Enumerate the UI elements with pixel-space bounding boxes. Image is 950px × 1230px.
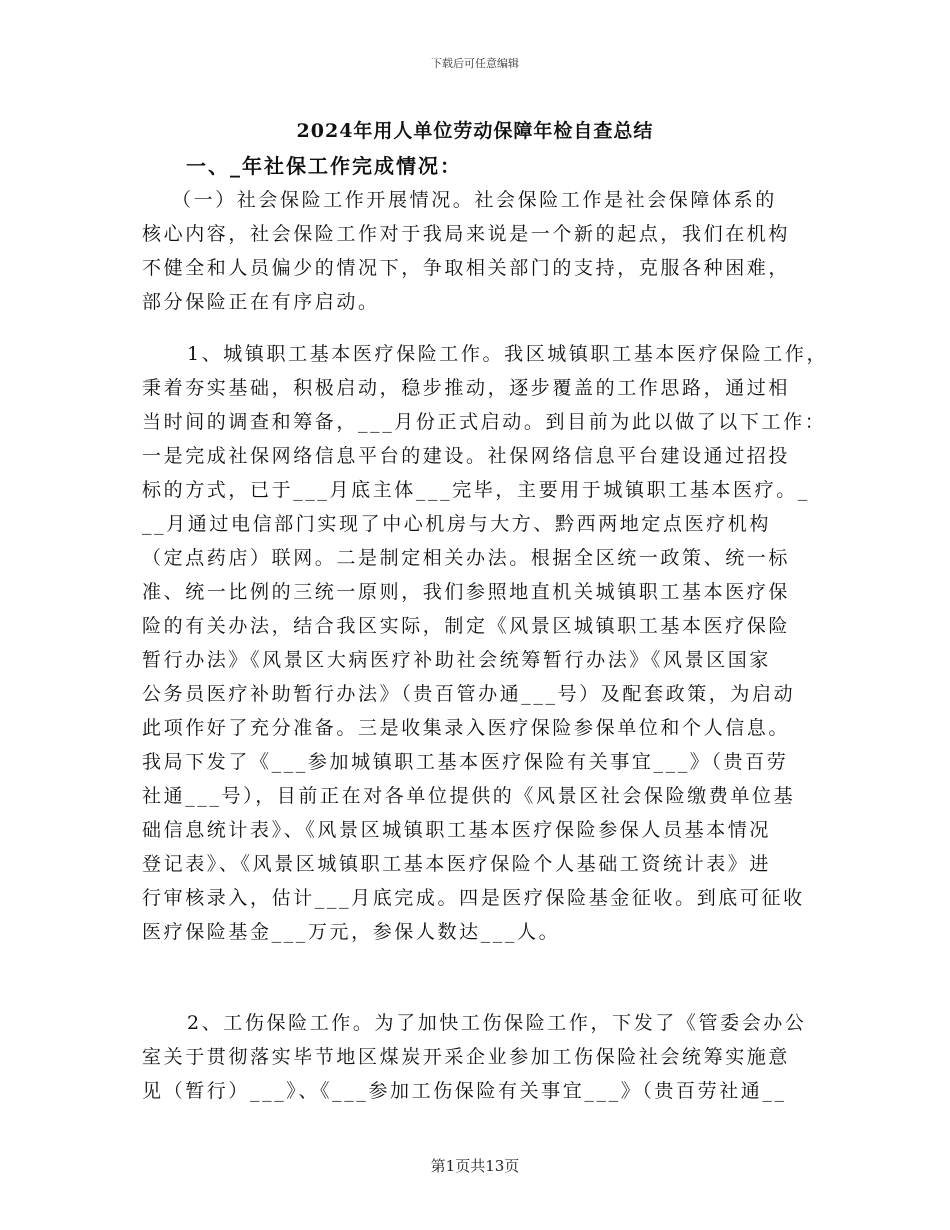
section-heading: 一、_年社保工作完成情况： <box>186 154 462 178</box>
document-title: 2024年用人单位劳动保障年检自查总结 <box>296 120 654 142</box>
text-line: __月通过电信部门实现了中心机房与大方、黔西两地定点医疗机构 <box>142 513 772 535</box>
text-line: 础信息统计表》、《风景区城镇职工基本医疗保险参保人员基本情况 <box>142 819 772 841</box>
text-line: 我局下发了《___参加城镇职工基本医疗保险有关事宜___》（贵百劳 <box>142 751 789 773</box>
text-line: 见（暂行）___》、《___参加工伤保险有关事宜___》（贵百劳社通__ <box>142 1080 787 1102</box>
text-line: 医疗保险基金___万元，参保人数达___人。 <box>142 921 561 943</box>
text-line: （一）社会保险工作开展情况。社会保险工作是社会保障体系的 <box>172 189 777 211</box>
header-note: 下载后可任意编辑 <box>431 57 519 70</box>
text-line: 2、工伤保险工作。为了加快工伤保险工作，下发了《管委会办公 <box>187 1012 807 1034</box>
text-line: 一是完成社保网络信息平台的建设。社保网络信息平台建设通过招投 <box>142 445 791 467</box>
text-line: 社通___号），目前正在对各单位提供的《风景区社会保险缴费单位基 <box>142 785 796 807</box>
paragraph-2 <box>142 337 829 949</box>
text-line: 公务员医疗补助暂行办法》（贵百管办通___号）及配套政策，为启动 <box>142 683 796 705</box>
text-line: 部分保险正在有序启动。 <box>142 291 380 313</box>
text-line: 暂行办法》《风景区大病医疗补助社会统筹暂行办法》《风景区国家 <box>142 649 772 671</box>
paragraph-3 <box>142 1006 822 1108</box>
text-line: 登记表》、《风景区城镇职工基本医疗保险个人基础工资统计表》进 <box>142 853 772 875</box>
text-line: 室关于贯彻落实毕节地区煤炭开采企业参加工伤保险社会统筹实施意 <box>142 1046 791 1068</box>
text-line: 准、统一比例的三统一原则，我们参照地直机关城镇职工基本医疗保 <box>142 581 791 603</box>
text-line: 当时间的调查和筹备，___月份正式启动。到目前为此以做了以下工作： <box>142 411 827 433</box>
text-line: 行审核录入，估计___月底完成。四是医疗保险基金征收。到底可征收 <box>142 887 805 909</box>
text-line: （定点药店）联网。二是制定相关办法。根据全区统一政策、统一标 <box>142 547 791 569</box>
paragraph-1 <box>142 183 822 319</box>
text-line: 1、城镇职工基本医疗保险工作。我区城镇职工基本医疗保险工作， <box>187 343 829 365</box>
text-line: 不健全和人员偏少的情况下，争取相关部门的支持，克服各种困难， <box>142 257 791 279</box>
text-line: 核心内容，社会保险工作对于我局来说是一个新的起点，我们在机构 <box>142 223 791 245</box>
page-number: 第1页共13页 <box>430 1157 520 1175</box>
text-line: 此项作好了充分准备。三是收集录入医疗保险参保单位和个人信息。 <box>142 717 791 739</box>
text-line: 秉着夯实基础，积极启动，稳步推动，逐步覆盖的工作思路，通过相 <box>142 377 791 399</box>
text-line: 标的方式，已于___月底主体___完毕，主要用于城镇职工基本医疗。_ <box>142 479 810 501</box>
text-line: 险的有关办法，结合我区实际，制定《风景区城镇职工基本医疗保险 <box>142 615 791 637</box>
